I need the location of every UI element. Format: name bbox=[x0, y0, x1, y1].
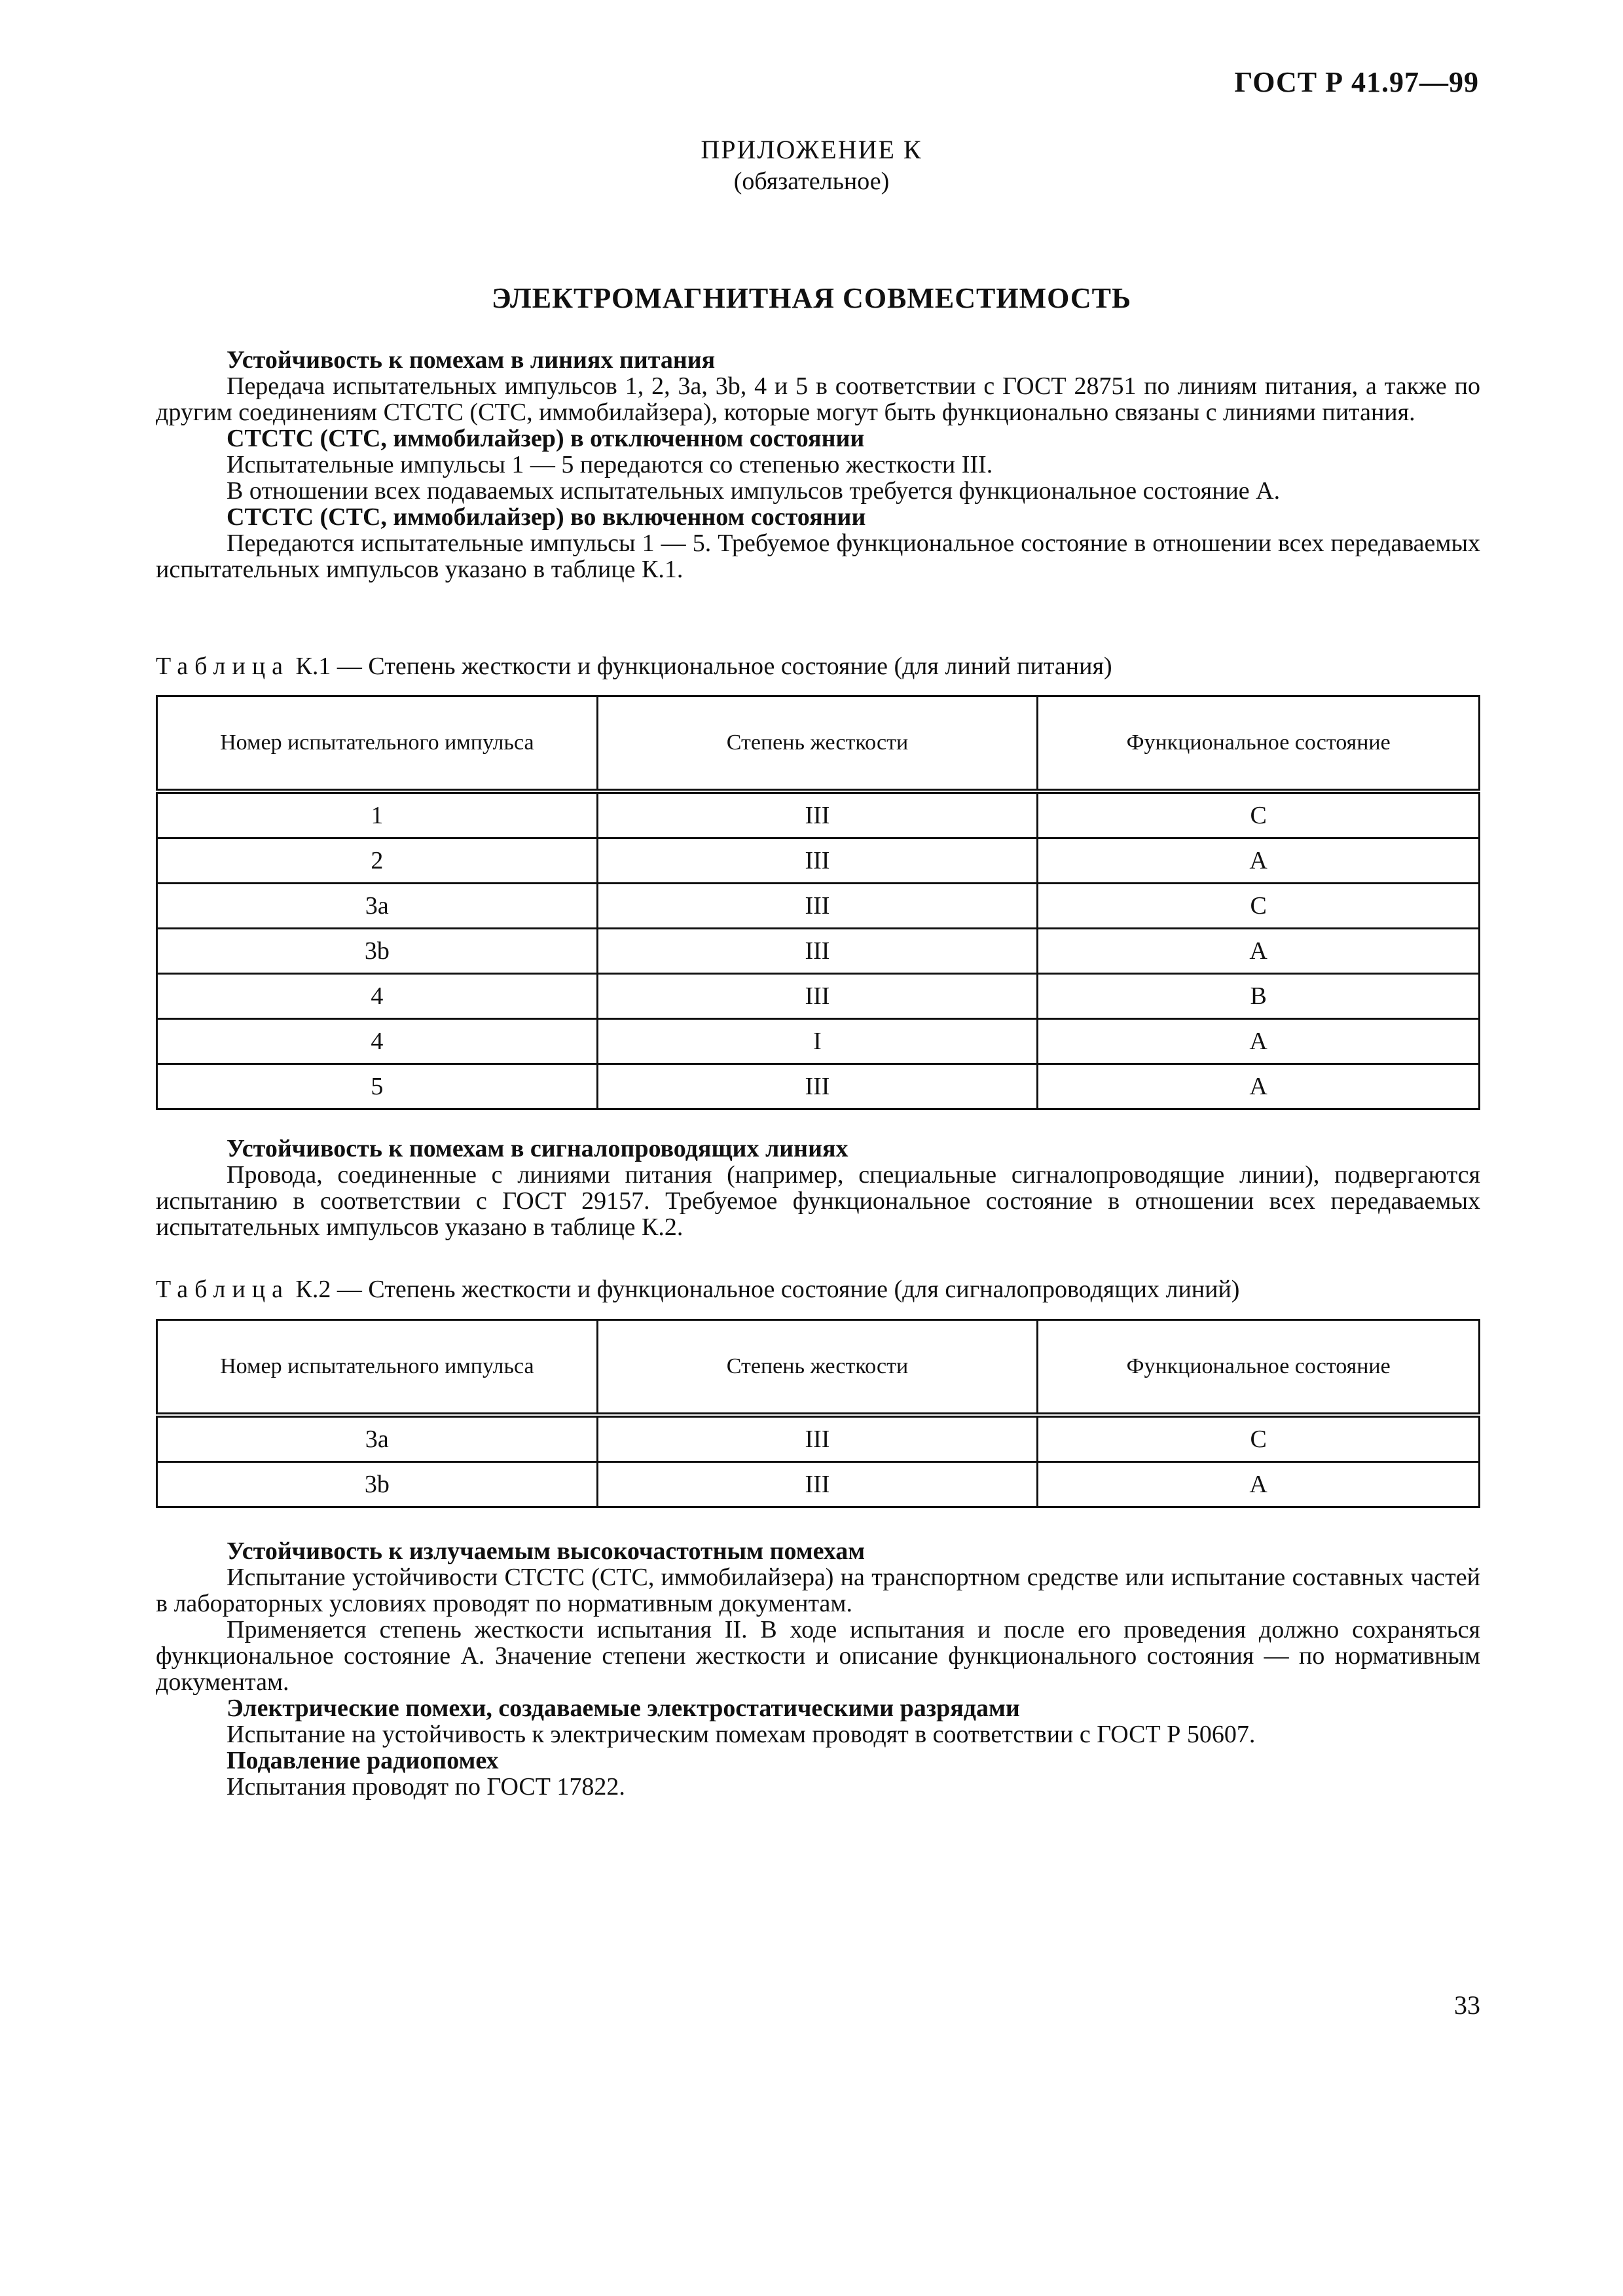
table-cell: 1 bbox=[157, 791, 598, 838]
subsection-heading: СТСТС (СТС, иммобилайзер) в отключенном состоянии bbox=[227, 425, 865, 452]
column-header: Степень жесткости bbox=[597, 696, 1038, 792]
table-caption bbox=[156, 653, 1112, 679]
document-code: ГОСТ Р 41.97—99 bbox=[1234, 66, 1479, 98]
subsection-heading: СТСТС (СТС, иммобилайзер) во включенном состоянии bbox=[227, 503, 866, 531]
section-radiated-interference bbox=[156, 1538, 1480, 1800]
column-header: Номер испытательного импульса bbox=[157, 696, 598, 792]
table-row bbox=[157, 838, 1480, 884]
table-cell: III bbox=[597, 929, 1038, 974]
paragraph: Испытание устойчивости СТСТС (СТС, иммобилайзера) на транспортном средстве или испытание составных частей в лабораторных условиях проводят по нормативным документам. bbox=[156, 1564, 1480, 1617]
page-title: ЭЛЕКТРОМАГНИТНАЯ СОВМЕСТИМОСТЬ bbox=[491, 282, 1132, 314]
table-cell: 2 bbox=[157, 838, 598, 884]
table-cell: 4 bbox=[157, 974, 598, 1019]
paragraph: Передача испытательных импульсов 1, 2, 3a, 3b, 4 и 5 в соответствии с ГОСТ 28751 по линиям питания, а также по другим соединениям СТСТС (СТС, иммобилайзера), которые могут быть функционально связаны с линиями питания. bbox=[156, 372, 1480, 426]
section-heading: Устойчивость к помехам в линиях питания bbox=[227, 346, 716, 374]
table-row bbox=[157, 884, 1480, 929]
table-cell: A bbox=[1038, 1064, 1480, 1109]
paragraph: Передаются испытательные импульсы 1 — 5. Требуемое функциональное состояние в отношении всех передаваемых испытательных импульсов указано в таблице К.1. bbox=[156, 529, 1480, 583]
table-cell: A bbox=[1038, 929, 1480, 974]
table-cell: III bbox=[597, 884, 1038, 929]
appendix-status: (обязательное) bbox=[733, 168, 890, 195]
table-row bbox=[157, 929, 1480, 974]
section-heading: Электрические помехи, создаваемые электростатическими разрядами bbox=[227, 1695, 1020, 1722]
paragraph: Испытания проводят по ГОСТ 17822. bbox=[227, 1773, 625, 1801]
table-row bbox=[157, 1064, 1480, 1109]
section-heading: Подавление радиопомех bbox=[227, 1747, 499, 1774]
table-k1 bbox=[156, 695, 1480, 1110]
section-power-lines bbox=[156, 347, 1480, 583]
table-caption-text: К.2 — Степень жесткости и функциональное состояние (для сигналопроводящих линий) bbox=[295, 1276, 1240, 1303]
column-header: Номер испытательного импульса bbox=[157, 1320, 598, 1416]
table-caption bbox=[156, 1276, 1239, 1302]
paragraph: Испытание на устойчивость к электрическим помехам проводят в соответствии с ГОСТ Р 50607. bbox=[227, 1721, 1256, 1748]
table-cell: III bbox=[597, 1415, 1038, 1462]
column-header: Степень жесткости bbox=[597, 1320, 1038, 1416]
paragraph: Применяется степень жесткости испытания II. В ходе испытания и после его проведения должно сохраняться функциональное состояние А. Значение степени жесткости и описание функционального состояния — по нормативным документам. bbox=[156, 1616, 1480, 1696]
table-cell: I bbox=[597, 1019, 1038, 1064]
table-cell: C bbox=[1038, 1415, 1480, 1462]
page-number: 33 bbox=[1454, 1990, 1480, 2020]
paragraph: В отношении всех подаваемых испытательных импульсов требуется функциональное состояние А. bbox=[227, 477, 1281, 505]
column-header: Функциональное состояние bbox=[1038, 1320, 1480, 1416]
table-cell: 3b bbox=[157, 1462, 598, 1507]
table-cell: B bbox=[1038, 974, 1480, 1019]
table-row bbox=[157, 1415, 1480, 1462]
table-cell: C bbox=[1038, 884, 1480, 929]
table-caption-label: Таблица bbox=[156, 1276, 290, 1303]
table-cell: 3a bbox=[157, 1415, 598, 1462]
section-heading: Устойчивость к помехам в сигналопроводящих линиях bbox=[227, 1135, 848, 1162]
table-row bbox=[157, 974, 1480, 1019]
table-row bbox=[157, 1462, 1480, 1507]
column-header: Функциональное состояние bbox=[1038, 696, 1480, 792]
table-cell: III bbox=[597, 1462, 1038, 1507]
table-cell: 4 bbox=[157, 1019, 598, 1064]
table-row bbox=[157, 791, 1480, 838]
table-row bbox=[157, 1019, 1480, 1064]
table-cell: III bbox=[597, 791, 1038, 838]
table-header-row bbox=[157, 1320, 1480, 1416]
table-cell: A bbox=[1038, 1462, 1480, 1507]
appendix-title: ПРИЛОЖЕНИЕ К bbox=[701, 135, 922, 164]
table-caption-text: К.1 — Степень жесткости и функциональное состояние (для линий питания) bbox=[295, 653, 1112, 680]
table-cell: III bbox=[597, 838, 1038, 884]
table-cell: C bbox=[1038, 791, 1480, 838]
table-cell: 5 bbox=[157, 1064, 598, 1109]
table-cell: 3a bbox=[157, 884, 598, 929]
table-header-row bbox=[157, 696, 1480, 792]
section-signal-lines bbox=[156, 1136, 1480, 1240]
table-cell: 3b bbox=[157, 929, 598, 974]
table-cell: A bbox=[1038, 838, 1480, 884]
section-heading: Устойчивость к излучаемым высокочастотным помехам bbox=[227, 1537, 866, 1565]
table-cell: III bbox=[597, 974, 1038, 1019]
paragraph: Испытательные импульсы 1 — 5 передаются со степенью жесткости III. bbox=[227, 451, 993, 478]
table-cell: III bbox=[597, 1064, 1038, 1109]
table-caption-label: Таблица bbox=[156, 653, 290, 680]
table-k2 bbox=[156, 1319, 1480, 1508]
table-cell: A bbox=[1038, 1019, 1480, 1064]
paragraph: Провода, соединенные с линиями питания (например, специальные сигналопроводящие линии), подвергаются испытанию в соответствии с ГОСТ 29157. Требуемое функциональное состояние в отношении всех передаваемых испытательных импульсов указано в таблице К.2. bbox=[156, 1161, 1480, 1241]
